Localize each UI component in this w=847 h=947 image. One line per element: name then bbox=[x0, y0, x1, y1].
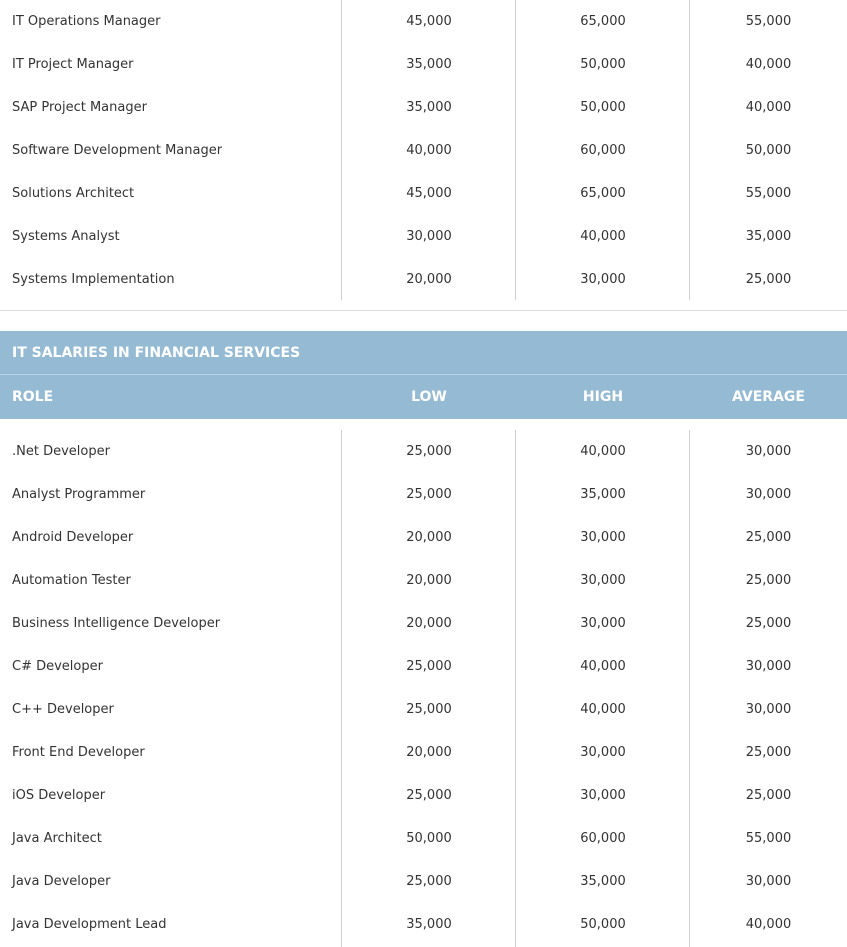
high-cell: 30,000 bbox=[580, 530, 626, 545]
low-cell: 25,000 bbox=[406, 487, 452, 502]
low-cell: 25,000 bbox=[406, 874, 452, 889]
average-cell: 25,000 bbox=[745, 272, 792, 287]
table-row bbox=[0, 430, 847, 473]
high-cell: 50,000 bbox=[580, 57, 626, 72]
table-row bbox=[0, 688, 847, 731]
high-cell: 40,000 bbox=[580, 659, 626, 674]
role-cell: Automation Tester bbox=[12, 573, 131, 588]
high-cell: 30,000 bbox=[580, 788, 626, 803]
role-cell: .Net Developer bbox=[12, 444, 110, 459]
average-cell: 25,000 bbox=[745, 745, 792, 760]
low-cell: 35,000 bbox=[406, 100, 452, 115]
low-cell: 50,000 bbox=[406, 831, 452, 846]
table-row bbox=[0, 903, 847, 946]
table-row bbox=[0, 129, 847, 172]
high-cell: 65,000 bbox=[580, 186, 626, 201]
high-cell: 65,000 bbox=[580, 14, 626, 29]
low-cell: 25,000 bbox=[406, 788, 452, 803]
role-cell: Systems Implementation bbox=[12, 272, 175, 287]
average-cell: 55,000 bbox=[745, 186, 792, 201]
role-cell: iOS Developer bbox=[12, 788, 106, 803]
high-cell: 40,000 bbox=[580, 444, 626, 459]
role-cell: Analyst Programmer bbox=[12, 487, 146, 502]
financial-services-header bbox=[0, 331, 847, 419]
table-row bbox=[0, 860, 847, 903]
average-cell: 40,000 bbox=[745, 57, 792, 72]
role-cell: Solutions Architect bbox=[12, 186, 135, 201]
high-cell: 30,000 bbox=[580, 272, 626, 287]
low-cell: 40,000 bbox=[406, 143, 452, 158]
table-row bbox=[0, 43, 847, 86]
average-cell: 40,000 bbox=[745, 100, 792, 115]
table-row bbox=[0, 215, 847, 258]
role-cell: C# Developer bbox=[12, 659, 103, 674]
high-cell: 40,000 bbox=[580, 702, 626, 717]
role-cell: C++ Developer bbox=[12, 702, 114, 717]
section-title: IT SALARIES IN FINANCIAL SERVICES bbox=[0, 331, 847, 375]
low-cell: 20,000 bbox=[406, 573, 452, 588]
role-cell: Business Intelligence Developer bbox=[12, 616, 221, 631]
salary-table-top-rows bbox=[0, 0, 847, 301]
column-divider bbox=[689, 0, 690, 300]
table-row bbox=[0, 516, 847, 559]
role-cell: Java Architect bbox=[12, 831, 102, 846]
low-cell: 20,000 bbox=[406, 745, 452, 760]
table-row bbox=[0, 0, 847, 43]
low-cell: 45,000 bbox=[406, 14, 452, 29]
average-cell: 35,000 bbox=[745, 229, 792, 244]
low-cell: 25,000 bbox=[406, 702, 452, 717]
average-cell: 25,000 bbox=[745, 530, 792, 545]
table-row bbox=[0, 172, 847, 215]
average-cell: 25,000 bbox=[745, 573, 792, 588]
column-header-average: AVERAGE bbox=[732, 389, 805, 405]
column-divider bbox=[341, 0, 342, 300]
low-cell: 20,000 bbox=[406, 616, 452, 631]
column-header-high: HIGH bbox=[582, 389, 624, 405]
high-cell: 60,000 bbox=[580, 831, 626, 846]
section-divider bbox=[0, 310, 847, 311]
table-row bbox=[0, 559, 847, 602]
low-cell: 25,000 bbox=[406, 659, 452, 674]
financial-salary-table bbox=[0, 430, 847, 946]
table-row bbox=[0, 817, 847, 860]
average-cell: 30,000 bbox=[745, 487, 792, 502]
low-cell: 20,000 bbox=[406, 530, 452, 545]
column-divider bbox=[515, 430, 516, 947]
average-cell: 55,000 bbox=[745, 14, 792, 29]
low-cell: 35,000 bbox=[406, 57, 452, 72]
high-cell: 30,000 bbox=[580, 745, 626, 760]
financial-salary-table-rows bbox=[0, 430, 847, 946]
table-row bbox=[0, 645, 847, 688]
table-row bbox=[0, 86, 847, 129]
average-cell: 55,000 bbox=[745, 831, 792, 846]
low-cell: 35,000 bbox=[406, 917, 452, 932]
role-cell: Software Development Manager bbox=[12, 143, 223, 158]
role-cell: IT Project Manager bbox=[12, 57, 134, 72]
column-header-low: LOW bbox=[411, 389, 447, 405]
average-cell: 30,000 bbox=[745, 874, 792, 889]
table-row bbox=[0, 473, 847, 516]
low-cell: 25,000 bbox=[406, 444, 452, 459]
average-cell: 30,000 bbox=[745, 702, 792, 717]
low-cell: 45,000 bbox=[406, 186, 452, 201]
column-header-row bbox=[0, 375, 847, 419]
low-cell: 20,000 bbox=[406, 272, 452, 287]
role-cell: Java Development Lead bbox=[12, 917, 167, 932]
table-row bbox=[0, 774, 847, 817]
high-cell: 30,000 bbox=[580, 573, 626, 588]
column-divider bbox=[341, 430, 342, 947]
table-row bbox=[0, 602, 847, 645]
role-cell: Java Developer bbox=[12, 874, 111, 889]
role-cell: SAP Project Manager bbox=[12, 100, 147, 115]
high-cell: 40,000 bbox=[580, 229, 626, 244]
high-cell: 35,000 bbox=[580, 874, 626, 889]
average-cell: 25,000 bbox=[745, 788, 792, 803]
average-cell: 30,000 bbox=[745, 659, 792, 674]
high-cell: 35,000 bbox=[580, 487, 626, 502]
salary-table-top bbox=[0, 0, 847, 301]
role-cell: Front End Developer bbox=[12, 745, 145, 760]
table-row bbox=[0, 258, 847, 301]
role-cell: Systems Analyst bbox=[12, 229, 120, 244]
column-divider bbox=[515, 0, 516, 300]
high-cell: 30,000 bbox=[580, 616, 626, 631]
average-cell: 40,000 bbox=[745, 917, 792, 932]
average-cell: 25,000 bbox=[745, 616, 792, 631]
low-cell: 30,000 bbox=[406, 229, 452, 244]
high-cell: 50,000 bbox=[580, 100, 626, 115]
role-cell: IT Operations Manager bbox=[12, 14, 161, 29]
average-cell: 30,000 bbox=[745, 444, 792, 459]
high-cell: 60,000 bbox=[580, 143, 626, 158]
average-cell: 50,000 bbox=[745, 143, 792, 158]
role-cell: Android Developer bbox=[12, 530, 134, 545]
table-row bbox=[0, 731, 847, 774]
column-header-role: ROLE bbox=[12, 389, 54, 405]
high-cell: 50,000 bbox=[580, 917, 626, 932]
column-divider bbox=[689, 430, 690, 947]
